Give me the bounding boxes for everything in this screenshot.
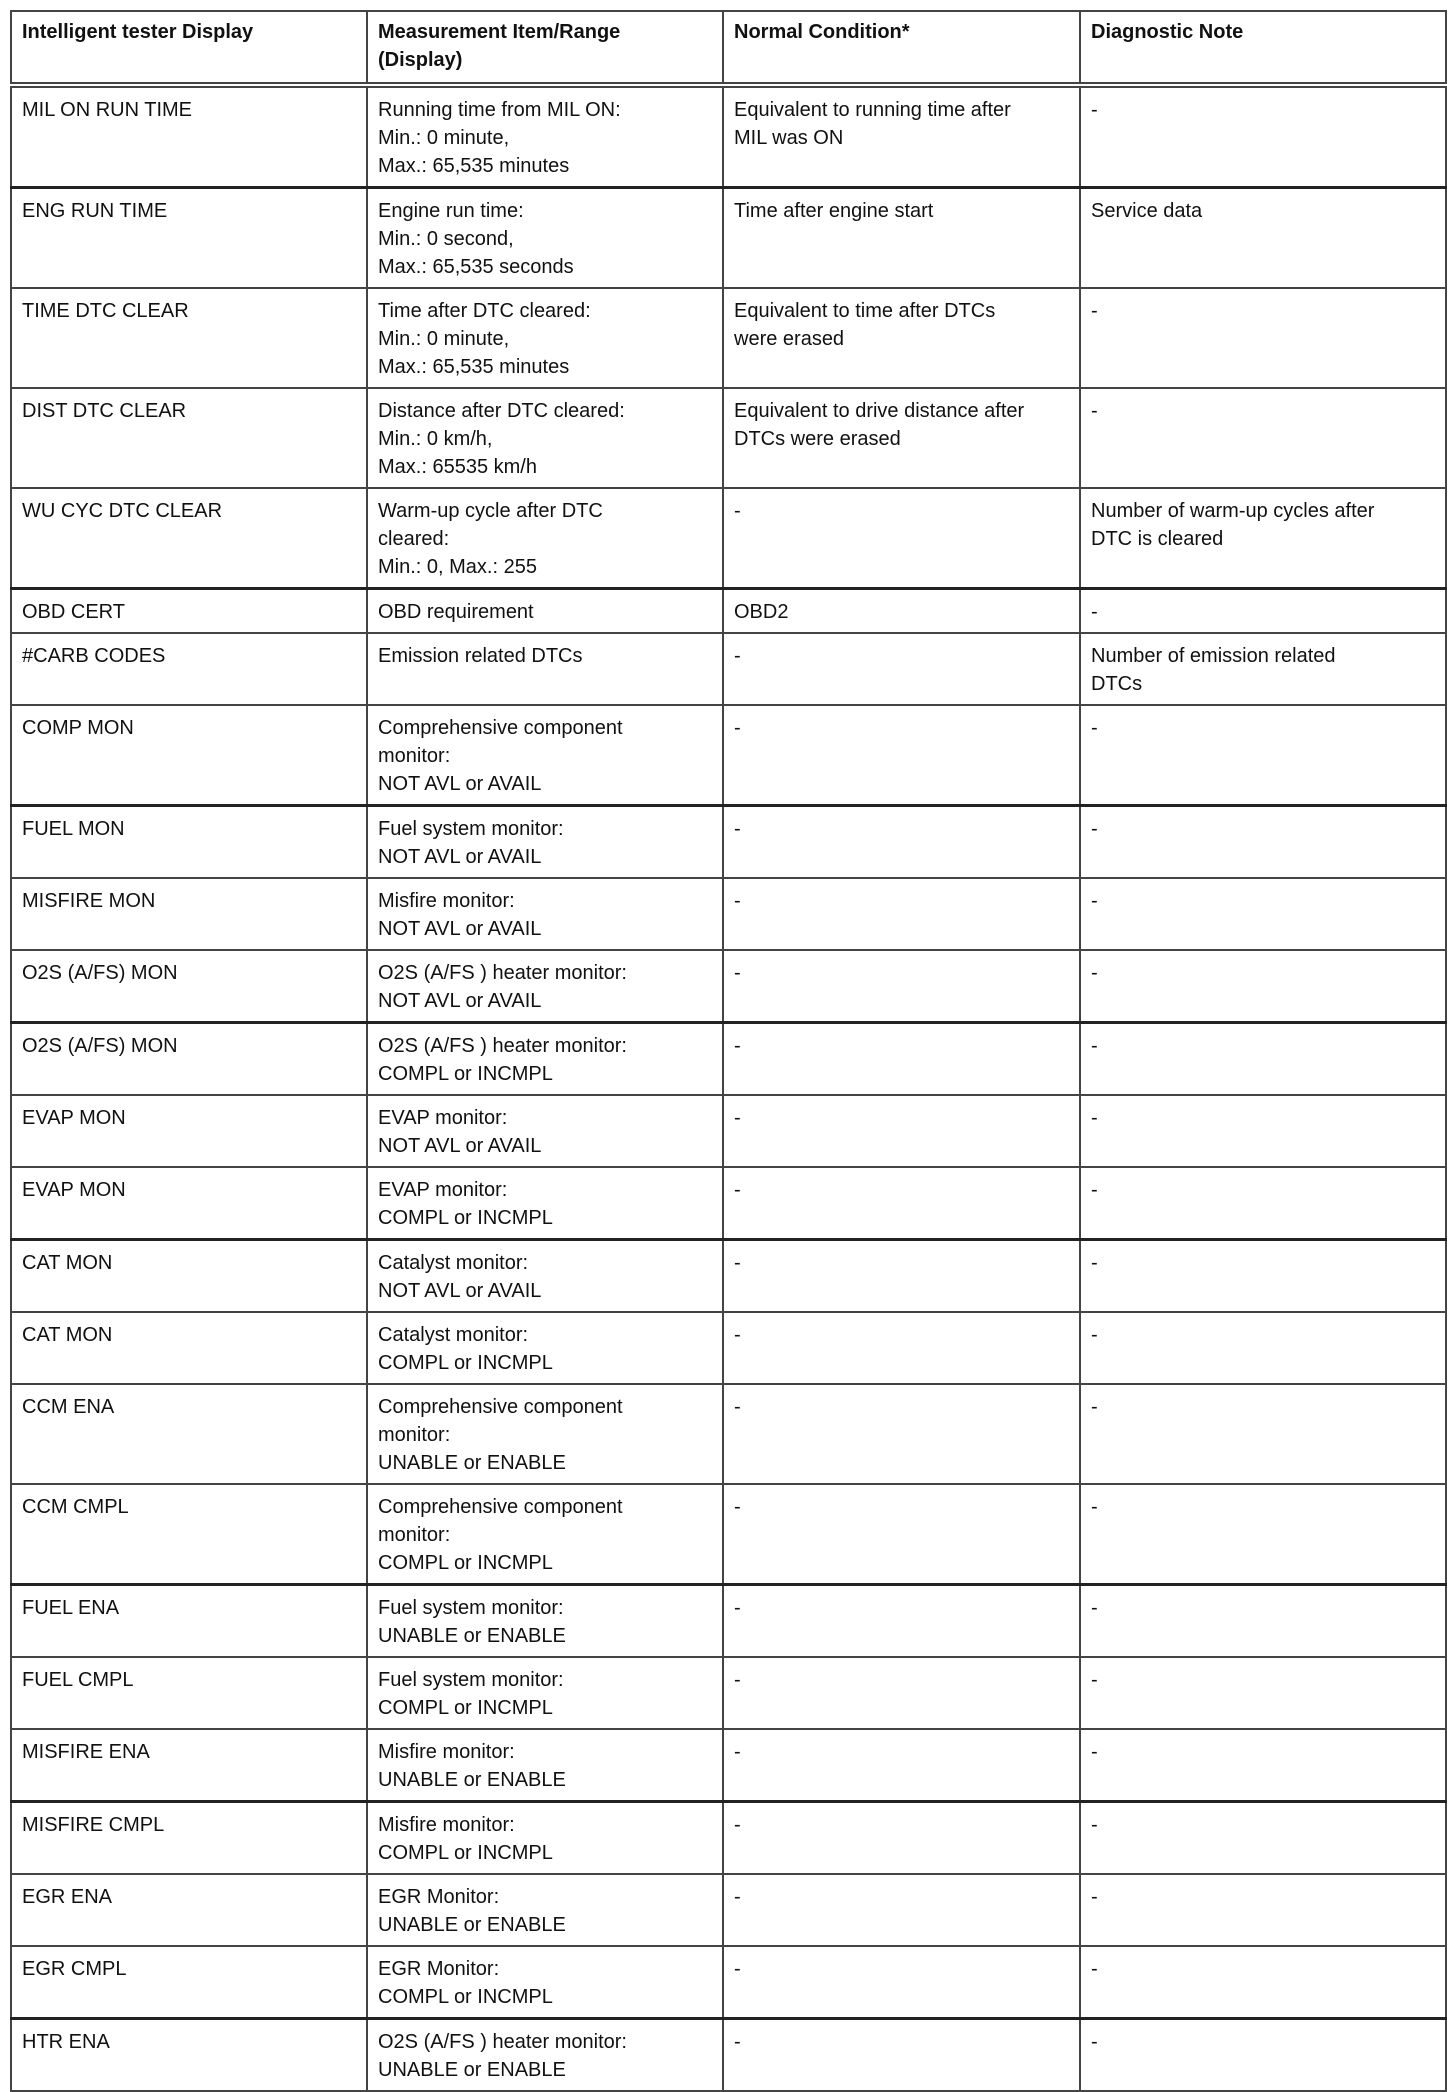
cell-diagnostic-note: - — [1080, 85, 1446, 188]
cell-normal-condition: Equivalent to time after DTCs were erased — [723, 288, 1080, 388]
cell-diagnostic-note: - — [1080, 1729, 1446, 1802]
cell-tester-display: MISFIRE CMPL — [11, 1802, 367, 1875]
cell-normal-condition: - — [723, 950, 1080, 1023]
cell-measurement-item: Fuel system monitor: COMPL or INCMPL — [367, 1657, 723, 1729]
cell-tester-display: FUEL CMPL — [11, 1657, 367, 1729]
cell-tester-display: CAT MON — [11, 1312, 367, 1384]
table-row — [11, 950, 1446, 1023]
cell-tester-display: #CARB CODES — [11, 633, 367, 705]
cell-diagnostic-note: Number of emission related DTCs — [1080, 633, 1446, 705]
cell-measurement-item: Warm-up cycle after DTC cleared: Min.: 0, Max.: 255 — [367, 488, 723, 589]
table-row — [11, 806, 1446, 879]
cell-tester-display: OBD CERT — [11, 589, 367, 634]
cell-diagnostic-note: - — [1080, 950, 1446, 1023]
table-row — [11, 388, 1446, 488]
cell-normal-condition: - — [723, 1240, 1080, 1313]
cell-measurement-item: O2S (A/FS ) heater monitor: NOT AVL or AVAIL — [367, 950, 723, 1023]
cell-tester-display: MIL ON RUN TIME — [11, 85, 367, 188]
cell-normal-condition: - — [723, 806, 1080, 879]
cell-measurement-item: Fuel system monitor: UNABLE or ENABLE — [367, 1585, 723, 1658]
cell-measurement-item: Misfire monitor: NOT AVL or AVAIL — [367, 878, 723, 950]
table-row — [11, 1946, 1446, 2019]
cell-diagnostic-note: - — [1080, 1874, 1446, 1946]
cell-tester-display: EVAP MON — [11, 1095, 367, 1167]
cell-normal-condition: - — [723, 488, 1080, 589]
cell-normal-condition: - — [723, 1384, 1080, 1484]
cell-normal-condition: - — [723, 633, 1080, 705]
cell-normal-condition: - — [723, 1874, 1080, 1946]
cell-tester-display: WU CYC DTC CLEAR — [11, 488, 367, 589]
cell-tester-display: FUEL ENA — [11, 1585, 367, 1658]
cell-normal-condition: - — [723, 2019, 1080, 2092]
cell-normal-condition: - — [723, 1946, 1080, 2019]
cell-normal-condition: Time after engine start — [723, 188, 1080, 289]
cell-tester-display: EGR ENA — [11, 1874, 367, 1946]
document-page — [10, 10, 1445, 2092]
table-row — [11, 1095, 1446, 1167]
cell-tester-display: EVAP MON — [11, 1167, 367, 1240]
cell-diagnostic-note: - — [1080, 1384, 1446, 1484]
cell-diagnostic-note: - — [1080, 1095, 1446, 1167]
cell-tester-display: DIST DTC CLEAR — [11, 388, 367, 488]
table-row — [11, 1023, 1446, 1096]
cell-measurement-item: Misfire monitor: COMPL or INCMPL — [367, 1802, 723, 1875]
cell-diagnostic-note: - — [1080, 1312, 1446, 1384]
cell-diagnostic-note: - — [1080, 1240, 1446, 1313]
cell-measurement-item: Misfire monitor: UNABLE or ENABLE — [367, 1729, 723, 1802]
table-row — [11, 705, 1446, 806]
table-row — [11, 633, 1446, 705]
cell-normal-condition: - — [723, 1657, 1080, 1729]
cell-measurement-item: Distance after DTC cleared: Min.: 0 km/h, Max.: 65535 km/h — [367, 388, 723, 488]
cell-diagnostic-note: - — [1080, 1802, 1446, 1875]
cell-tester-display: O2S (A/FS) MON — [11, 1023, 367, 1096]
cell-measurement-item: Comprehensive component monitor: UNABLE or ENABLE — [367, 1384, 723, 1484]
cell-normal-condition: - — [723, 1484, 1080, 1585]
table-row — [11, 878, 1446, 950]
cell-measurement-item: Fuel system monitor: NOT AVL or AVAIL — [367, 806, 723, 879]
cell-diagnostic-note: - — [1080, 1657, 1446, 1729]
cell-diagnostic-note: - — [1080, 2019, 1446, 2092]
cell-diagnostic-note: - — [1080, 1585, 1446, 1658]
table-row — [11, 589, 1446, 634]
table-row — [11, 1240, 1446, 1313]
table-row — [11, 1874, 1446, 1946]
cell-normal-condition: - — [723, 1023, 1080, 1096]
cell-measurement-item: EGR Monitor: UNABLE or ENABLE — [367, 1874, 723, 1946]
cell-normal-condition: OBD2 — [723, 589, 1080, 634]
table-row — [11, 1167, 1446, 1240]
header-normal-condition: Normal Condition* — [723, 11, 1080, 85]
cell-normal-condition: - — [723, 705, 1080, 806]
cell-tester-display: HTR ENA — [11, 2019, 367, 2092]
table-row — [11, 488, 1446, 589]
cell-measurement-item: Comprehensive component monitor: COMPL or INCMPL — [367, 1484, 723, 1585]
cell-diagnostic-note: - — [1080, 589, 1446, 634]
cell-normal-condition: - — [723, 1312, 1080, 1384]
cell-tester-display: O2S (A/FS) MON — [11, 950, 367, 1023]
cell-measurement-item: EVAP monitor: COMPL or INCMPL — [367, 1167, 723, 1240]
cell-measurement-item: Time after DTC cleared: Min.: 0 minute, Max.: 65,535 minutes — [367, 288, 723, 388]
header-measurement-item: Measurement Item/Range (Display) — [367, 11, 723, 85]
cell-diagnostic-note: - — [1080, 1023, 1446, 1096]
cell-diagnostic-note: - — [1080, 1946, 1446, 2019]
cell-normal-condition: - — [723, 1167, 1080, 1240]
header-tester-display: Intelligent tester Display — [11, 11, 367, 85]
cell-diagnostic-note: - — [1080, 1484, 1446, 1585]
table-body — [11, 85, 1446, 2091]
cell-normal-condition: - — [723, 1729, 1080, 1802]
cell-diagnostic-note: Service data — [1080, 188, 1446, 289]
cell-measurement-item: Emission related DTCs — [367, 633, 723, 705]
table-header — [11, 11, 1446, 85]
cell-measurement-item: O2S (A/FS ) heater monitor: UNABLE or ENABLE — [367, 2019, 723, 2092]
cell-diagnostic-note: - — [1080, 806, 1446, 879]
cell-tester-display: CCM CMPL — [11, 1484, 367, 1585]
cell-measurement-item: Comprehensive component monitor: NOT AVL or AVAIL — [367, 705, 723, 806]
cell-tester-display: CCM ENA — [11, 1384, 367, 1484]
cell-tester-display: TIME DTC CLEAR — [11, 288, 367, 388]
cell-measurement-item: Engine run time: Min.: 0 second, Max.: 65,535 seconds — [367, 188, 723, 289]
table-row — [11, 1729, 1446, 1802]
cell-diagnostic-note: - — [1080, 388, 1446, 488]
cell-diagnostic-note: Number of warm-up cycles after DTC is cleared — [1080, 488, 1446, 589]
cell-measurement-item: Catalyst monitor: COMPL or INCMPL — [367, 1312, 723, 1384]
cell-measurement-item: OBD requirement — [367, 589, 723, 634]
diagnostic-data-table — [10, 10, 1447, 2092]
cell-tester-display: MISFIRE ENA — [11, 1729, 367, 1802]
table-row — [11, 85, 1446, 188]
table-row — [11, 1484, 1446, 1585]
header-row — [11, 11, 1446, 85]
cell-diagnostic-note: - — [1080, 1167, 1446, 1240]
cell-measurement-item: Running time from MIL ON: Min.: 0 minute, Max.: 65,535 minutes — [367, 85, 723, 188]
cell-diagnostic-note: - — [1080, 288, 1446, 388]
cell-normal-condition: - — [723, 1802, 1080, 1875]
cell-normal-condition: - — [723, 1585, 1080, 1658]
table-row — [11, 2019, 1446, 2092]
header-diagnostic-note: Diagnostic Note — [1080, 11, 1446, 85]
cell-tester-display: CAT MON — [11, 1240, 367, 1313]
cell-diagnostic-note: - — [1080, 705, 1446, 806]
table-row — [11, 188, 1446, 289]
cell-normal-condition: Equivalent to running time after MIL was ON — [723, 85, 1080, 188]
cell-normal-condition: Equivalent to drive distance after DTCs were erased — [723, 388, 1080, 488]
cell-measurement-item: EGR Monitor: COMPL or INCMPL — [367, 1946, 723, 2019]
cell-tester-display: FUEL MON — [11, 806, 367, 879]
table-row — [11, 1312, 1446, 1384]
table-row — [11, 1585, 1446, 1658]
cell-tester-display: COMP MON — [11, 705, 367, 806]
cell-measurement-item: O2S (A/FS ) heater monitor: COMPL or INCMPL — [367, 1023, 723, 1096]
table-row — [11, 288, 1446, 388]
cell-tester-display: EGR CMPL — [11, 1946, 367, 2019]
cell-tester-display: ENG RUN TIME — [11, 188, 367, 289]
cell-measurement-item: Catalyst monitor: NOT AVL or AVAIL — [367, 1240, 723, 1313]
cell-normal-condition: - — [723, 1095, 1080, 1167]
table-row — [11, 1657, 1446, 1729]
table-row — [11, 1384, 1446, 1484]
cell-tester-display: MISFIRE MON — [11, 878, 367, 950]
cell-diagnostic-note: - — [1080, 878, 1446, 950]
table-row — [11, 1802, 1446, 1875]
cell-normal-condition: - — [723, 878, 1080, 950]
cell-measurement-item: EVAP monitor: NOT AVL or AVAIL — [367, 1095, 723, 1167]
